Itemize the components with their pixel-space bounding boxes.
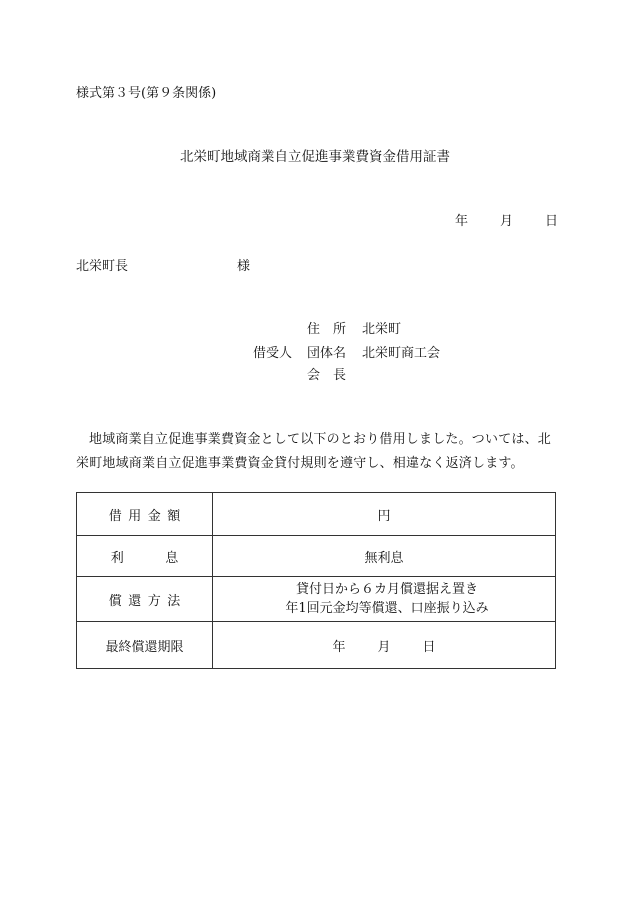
deadline-year: 年 — [332, 639, 346, 655]
form-number: 様式第３号(第９条関係) — [76, 86, 217, 101]
repayment-label-cell — [77, 577, 213, 622]
table-row — [77, 493, 556, 536]
loan-details-table — [76, 492, 556, 669]
loan-amount-value: 円 — [213, 493, 556, 536]
body-text: 地域商業自立促進事業費資金として以下のとおり借用しました。ついては、北栄町地域商業自立促進事業費資金貸付規則を遵守し、相違なく返済します。 — [76, 432, 552, 471]
deadline-month: 月 — [377, 639, 391, 655]
repayment-line-2: 年1回元金均等償還、口座振り込み — [285, 601, 489, 616]
document-title: 北栄町地域商業自立促進事業費資金借用証書 — [180, 149, 450, 165]
address-label: 住 所 — [307, 322, 347, 337]
repayment-value — [213, 577, 556, 622]
organization-label: 団体名 — [307, 346, 347, 361]
organization-value: 北栄町商工会 — [362, 346, 441, 361]
loan-amount-label: 借用金額 — [108, 508, 187, 524]
borrower-label: 借受人 — [253, 346, 293, 361]
deadline-value — [213, 622, 556, 669]
repayment-line-1: 貸付日から６カ月償還据え置き — [295, 582, 478, 597]
address-value: 北栄町 — [362, 322, 402, 337]
recipient-honorific: 様 — [237, 259, 251, 274]
interest-label-cell — [77, 536, 220, 577]
repayment-label: 償還方法 — [108, 593, 187, 609]
deadline-day: 日 — [422, 639, 436, 655]
interest-value: 無利息 — [213, 536, 556, 577]
deadline-label: 最終償還期限 — [77, 622, 213, 669]
representative-label: 会 長 — [307, 368, 347, 383]
date-year: 年 — [454, 214, 468, 229]
table-row — [77, 536, 556, 577]
interest-label: 利息 — [110, 550, 220, 566]
loan-amount-label-cell — [77, 493, 213, 536]
date-line — [455, 214, 558, 230]
date-day: 日 — [544, 214, 558, 229]
recipient-name: 北栄町長 — [76, 259, 129, 274]
table-row — [77, 577, 556, 622]
table-row — [77, 622, 556, 669]
date-month: 月 — [499, 214, 513, 229]
